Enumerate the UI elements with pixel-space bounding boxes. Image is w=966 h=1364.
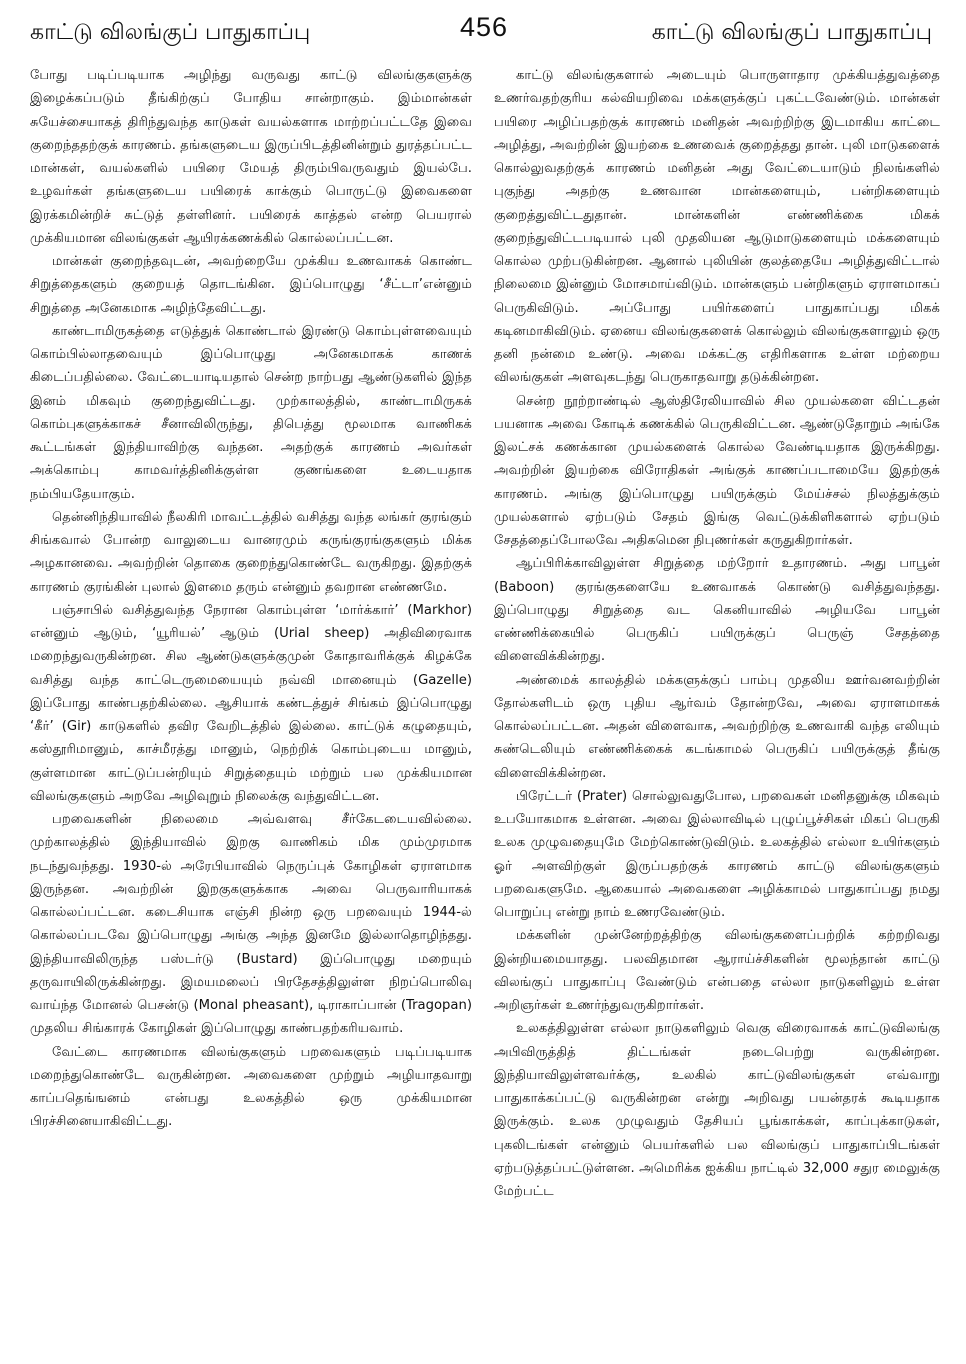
header-left-title: காட்டு விலங்குப் பாதுகாப்பு bbox=[30, 20, 311, 45]
paragraph: மக்களின் முன்னேற்றத்திற்கு விலங்குகளைப்பற்றிக் கற்றறிவது இன்றியமையாதது. பலவிதமான ஆராய்ச்சிகளின் மூலந்தான் காட்டு விலங்குப் பாதுகாப்பு வேண்டும் என்பதை எல்லா நாடுகளிலும் உள்ள அறிஞர்கள் உணர்ந்துவருகிறார்கள். bbox=[494, 928, 940, 1013]
left-column bbox=[30, 64, 472, 1134]
paragraph: வேட்டை காரணமாக விலங்குகளும் பறவைகளும் படிப்படியாக மறைந்துகொண்டே வருகின்றன. அவைகளை முற்றும் அழியாதவாறு காப்பதெங்ஙனம் என்பது உலகத்தில் ஒரு முக்கியமான பிரச்சினையாகிவிட்டது. bbox=[30, 1044, 472, 1130]
paragraph: பிரேட்டர் (Prater) சொல்லுவதுபோல, பறவைகள் மனிதனுக்கு மிகவும் உபயோகமாக உள்ளன. அவை இல்லாவிடில் புழுப்பூச்சிகள் மிகப் பெருகி உலக முழுவதையுமே மேற்கொண்டுவிடும். உலகத்தில் எல்லா உயிர்களும் ஓர் அளவிற்குள் இருப்பதற்குக் காரணம் காட்டு விலங்குகளும் பறவைகளுமே. ஆகையால் அவைகளை அழிக்காமல் பாதுகாப்பது நமது பொறுப்பு என்று நாம் உணரவேண்டும். bbox=[494, 788, 940, 920]
paragraph: பறவைகளின் நிலைமை அவ்வளவு சீர்கேடடையவில்லை. முற்காலத்தில் இந்தியாவில் இறகு வாணிகம் மிக மும்முரமாக நடந்துவந்தது. 1930-ல் அரேபியாவில் நெருப்புக் கோழிகள் ஏராளமாக இருந்தன. அவற்றின் இறகுகளுக்காக அவை பெருவாரியாகக் கொல்லப்பட்டன. கடைசியாக எஞ்சி நின்ற ஒரு பறவையும் 1944-ல் கொல்லப்படவே இப்பொழுது அங்கு அந்த இனமே இல்லாதொழிந்தது. இந்தியாவிலிருந்த பஸ்டர்டு (Bustard) இப்பொழுது மறையும் தருவாயிலிருக்கின்றது. இமயமலைப் பிரதேசத்திலுள்ள நிறப்பொலிவு வாய்ந்த மோனல் பெசன்டு (Monal pheasant), டிராகாப்பான் (Tragopan) முதலிய சிங்காரக் கோழிகள் இப்பொழுது காண்பதற்கரியவாம். bbox=[30, 812, 472, 1037]
paragraph: போது படிப்படியாக அழிந்து வருவது காட்டு விலங்குகளுக்கு இழைக்கப்படும் தீங்கிற்குப் போதிய சான்றாகும். இம்மான்கள் சுயேச்சையாகத் திரிந்துவந்த காடுகள் வயல்களாக மாற்றப்பட்டதே இவை குறைந்ததற்குக் காரணம். தங்களுடைய இருப்பிடத்தினின்றும் துரத்தப்பட்ட மான்கள், வயல்களில் பயிரை மேயத் திரும்பிவருவதும் இயல்பே. உழவர்கள் தங்களுடைய பயிரைக் காக்கும் பொருட்டு இவைகளை இரக்கமின்றிச் சுட்டுத் தள்ளினர். பயிரைக் காத்தல் என்ற பெயரால் முக்கியமான விலங்குகள் ஆயிரக்கணக்கில் கொல்லப்பட்டன. bbox=[30, 68, 472, 246]
paragraph: அண்மைக் காலத்தில் மக்களுக்குப் பாம்பு முதலிய ஊர்வனவற்றின் தோல்களிடம் ஒரு புதிய ஆர்வம் தோன்றவே, அவை ஏராளமாகக் கொல்லப்பட்டன. அதன் விளைவாக, அவற்றிற்கு உணவாகி வந்த எலியும் சுண்டெலியும் எண்ணிக்கைக் கடங்காமல் பெருகிப் பயிருக்குத் தீங்கு விளைவிக்கின்றன. bbox=[494, 672, 940, 781]
header-right-title: காட்டு விலங்குப் பாதுகாப்பு bbox=[651, 20, 932, 45]
paragraph: உலகத்திலுள்ள எல்லா நாடுகளிலும் வெகு விரைவாகக் காட்டுவிலங்கு அபிவிருத்தித் திட்டங்கள் நடைபெற்று வருகின்றன. இந்தியாவிலுள்ளவர்க்கு, உலகில் காட்டுவிலங்குகள் எவ்வாறு பாதுகாக்கப்பட்டு வருகின்றன என்று அறிவது பயன்தரக் கூடியதாக இருக்கும். உலக முழுவதும் தேசியப் பூங்காக்கள், காப்புக்காடுகள், புகலிடங்கள் என்னும் பெயர்களில் பல விலங்குப் பாதுகாப்பிடங்கள் ஏற்படுத்தப்பட்டுள்ளன. அமெரிக்க ஐக்கிய நாட்டில் 32,000 சதுர மைலுக்கு மேற்பட்ட bbox=[494, 1021, 940, 1199]
paragraph: காண்டாமிருகத்தை எடுத்துக் கொண்டால் இரண்டு கொம்புள்ளவையும் கொம்பில்லாதவையும் இப்பொழுது அனேகமாகக் காணக் கிடைப்பதில்லை. வேட்டையாடியதால் சென்ற நாற்பது ஆண்டுகளில் இந்த இனம் மிகவும் குறைந்துவிட்டது. முற்காலத்தில், காண்டாமிருகக் கொம்புகளுக்காகச் சீனாவிலிருந்து, திபெத்து மூலமாக வாணிகக் கூட்டங்கள் இந்தியாவிற்கு வந்தன. அதற்குக் காரணம் அவர்கள் அக்கொம்பு காமவர்த்தினிக்குள்ள குணங்களை உடையதாக நம்பியதேயாகும். bbox=[30, 323, 472, 502]
page-number: 456 bbox=[460, 12, 509, 42]
paragraph: ஆப்பிரிக்காவிலுள்ள சிறுத்தை மற்றோர் உதாரணம். அது பாபூன் (Baboon) குரங்குகளையே உணவாகக் கொண்டு வசித்துவந்தது. இப்பொழுது சிறுத்தை வட கெனியாவில் அழியவே பாபூன் எண்ணிக்கையில் பெருகிப் பயிருக்குப் பெருஞ் சேதத்தை விளைவிக்கின்றது. bbox=[494, 556, 940, 665]
running-header bbox=[0, 0, 966, 64]
paragraph: பஞ்சாபில் வசித்துவந்த நேரான கொம்புள்ள ‘மார்க்கார்’ (Markhor) என்னும் ஆடும், ‘யூரியல்’ ஆடும் (Urial sheep) அதிவிரைவாக மறைந்துவருகின்றன. சில ஆண்டுகளுக்குமுன் கோதாவரிக்குக் கிழக்கே வசித்து வந்த காட்டெருமையையும் நவ்வி மானையும் (Gazelle) இப்போது காண்பதற்கில்லை. ஆசியாக் கண்டத்துச் சிங்கம் இப்பொழுது ‘கீர்’ (Gir) காடுகளில் தவிர வேறிடத்தில் இல்லை. காட்டுக் கழுதையும், கஸ்தூரிமானும், காச்மீரத்து மானும், நெற்றிக் கொம்புடைய மானும், குள்ளமான காட்டுப்பன்றியும் சிறுத்தையும் மற்றும் பல முக்கியமான விலங்குகளும் அறவே அழிவுறும் நிலைக்கு வந்துவிட்டன. bbox=[30, 602, 472, 804]
paragraph: காட்டு விலங்குகளால் அடையும் பொருளாதார முக்கியத்துவத்தை உணர்வதற்குரிய கல்வியறிவை மக்களுக்குப் புகட்டவேண்டும். மான்கள் பயிரை அழிப்பதற்குக் காரணம் மனிதன் அவற்றிற்கு இடமாகிய காட்டை அழித்து, அவற்றின் இயற்கை உணவைக் குறைத்தது தான். புலி மாடுகளைக் கொல்லுவதற்குக் காரணம் மனிதன் அது வேட்டையாடும் நிலங்களில் புகுந்து அதற்கு உணவான மான்களையும், பன்றிகளையும் குறைத்துவிட்டதுதான். மான்களின் எண்ணிக்கை மிகக் குறைந்துவிட்டபடியால் புலி முதலியன ஆடுமாடுகளையும் மக்களையும் கொல்ல முற்படுகின்றன. ஆனால் புலியின் குலத்தையே அழித்துவிட்டால் நிலைமை இன்னும் மோசமாய்விடும். மான்களும் பன்றிகளும் ஏராளமாகப் பெருகிவிடும். அப்போது பயிர்களைப் பாதுகாப்பது மிகக் கடினமாகிவிடும். ஏனைய விலங்குகளைக் கொல்லும் விலங்குகளாலும் ஒரு தனி நன்மை உண்டு. அவை மக்கட்கு எதிரிகளாக உள்ள மற்றைய விலங்குகள் அளவுகடந்து பெருகாதவாறு தடுக்கின்றன. bbox=[494, 68, 940, 386]
paragraph: தென்னிந்தியாவில் நீலகிரி மாவட்டத்தில் வசித்து வந்த லங்கர் குரங்கும் சிங்கவால் போன்ற வாலுடைய வானரமும் கருங்குரங்குகளும் மிக்க அழகானவை. அவற்றின் தொகை குறைந்துகொண்டே வருகிறது. இதற்குக் காரணம் குரங்கின் புலால் இளமை தரும் என்னும் தவறான எண்ணமே. bbox=[30, 509, 472, 595]
paragraph: சென்ற நூற்றாண்டில் ஆஸ்திரேலியாவில் சில முயல்களை விட்டதன் பயனாக அவை கோடிக் கணக்கில் பெருகிவிட்டன. ஆண்டுதோறும் அங்கே இலட்சக் கணக்கான முயல்களைக் கொல்ல வேண்டியதாக இருக்கிறது. அவற்றின் இயற்கை விரோதிகள் அங்குக் காணப்படாமையே இதற்குக் காரணம். அங்கு இப்பொழுது பயிருக்கும் மேய்ச்சல் நிலத்துக்கும் முயல்களால் ஏற்படும் சேதம் இங்கு வெட்டுக்கிளிகளால் ஏற்படும் சேதத்தைப்போலவே அதிகமென நிபுணர்கள் கருதுகிறார்கள். bbox=[494, 393, 940, 548]
right-column bbox=[494, 64, 940, 1203]
paragraph: மான்கள் குறைந்தவுடன், அவற்றையே முக்கிய உணவாகக் கொண்ட சிறுத்தைகளும் குறையத் தொடங்கின. இப்பொழுது ‘சீட்டா’என்னும் சிறுத்தை அனேகமாக அழிந்தேவிட்டது. bbox=[30, 254, 472, 316]
